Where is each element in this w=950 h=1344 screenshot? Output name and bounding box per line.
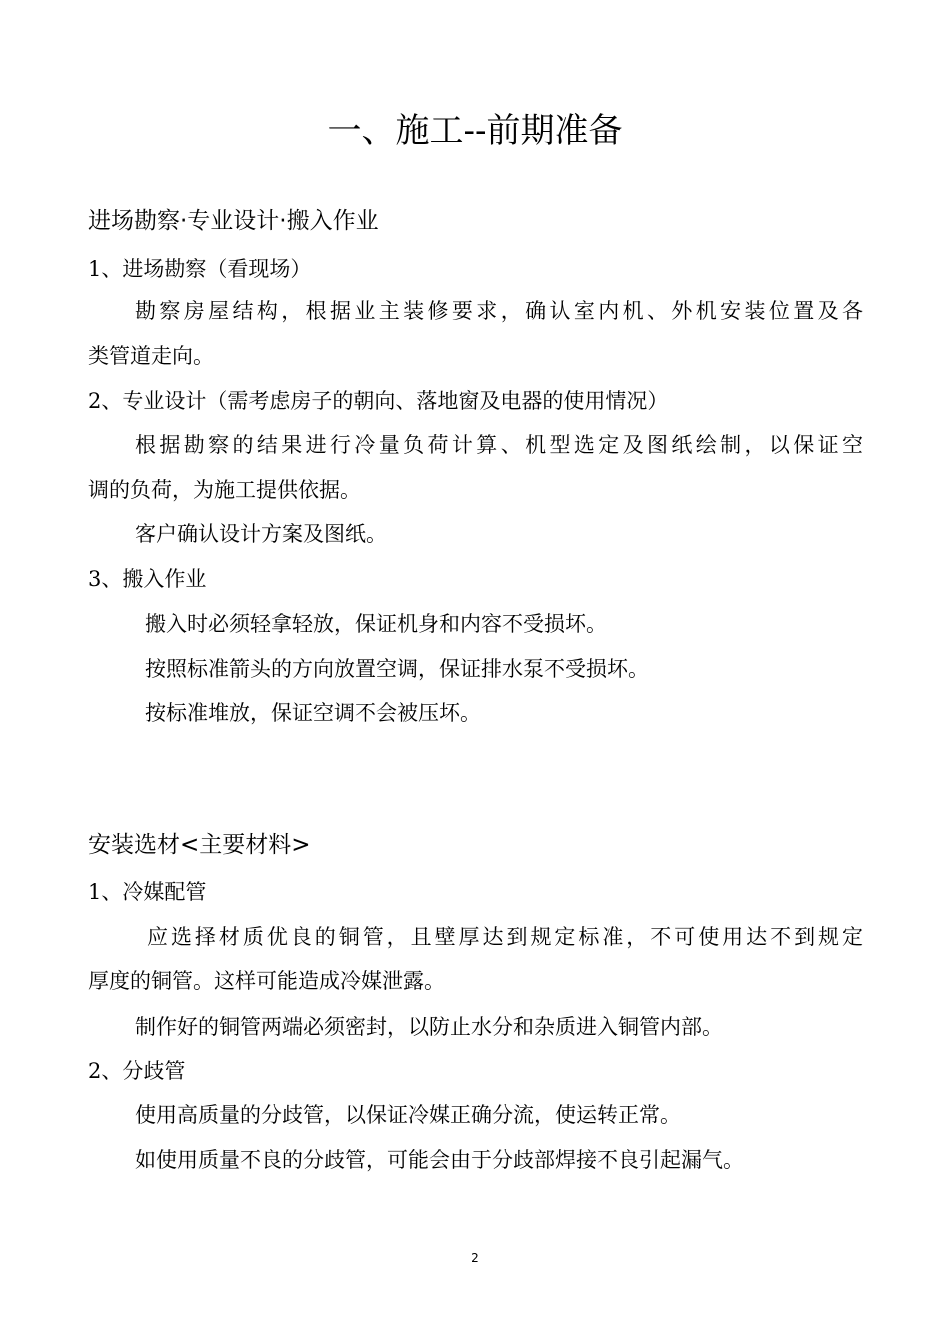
item-title-moving-in: 3、搬入作业 (88, 567, 207, 591)
paragraph-line: 厚度的铜管。这样可能造成冷媒泄露。 (88, 969, 445, 993)
paragraph-line: 根据勘察的结果进行冷量负荷计算、机型选定及图纸绘制，以保证空 (135, 433, 863, 457)
item-title-branch-pipe: 2、分歧管 (88, 1059, 186, 1083)
section-heading-survey-design-moving: 进场勘察·专业设计·搬入作业 (88, 208, 379, 234)
paragraph-line: 类管道走向。 (88, 344, 214, 368)
item-title-site-survey: 1、进场勘察（看现场） (88, 257, 312, 281)
paragraph-line: 按照标准箭头的方向放置空调，保证排水泵不受损坏。 (145, 657, 649, 681)
paragraph-line: 搬入时必须轻拿轻放，保证机身和内容不受损坏。 (145, 612, 607, 636)
paragraph-line: 调的负荷，为施工提供依据。 (88, 478, 361, 502)
paragraph-line: 按标准堆放，保证空调不会被压坏。 (145, 701, 481, 725)
item-title-professional-design: 2、专业设计（需考虑房子的朝向、落地窗及电器的使用情况） (88, 389, 669, 413)
paragraph-line: 制作好的铜管两端必须密封，以防止水分和杂质进入铜管内部。 (135, 1015, 723, 1039)
paragraph-line: 勘察房屋结构，根据业主装修要求，确认室内机、外机安装位置及各 (135, 299, 863, 323)
paragraph-line: 应选择材质优良的铜管，且壁厚达到规定标准，不可使用达不到规定 (147, 925, 863, 949)
paragraph-line: 使用高质量的分歧管，以保证冷媒正确分流，使运转正常。 (135, 1103, 681, 1127)
paragraph-line: 如使用质量不良的分歧管，可能会由于分歧部焊接不良引起漏气。 (135, 1148, 744, 1172)
page-number: 2 (471, 1251, 479, 1265)
section-heading-materials: 安装选材<主要材料> (88, 832, 311, 858)
item-title-refrigerant-piping: 1、冷媒配管 (88, 880, 207, 904)
page-title: 一、施工--前期准备 (327, 111, 623, 151)
paragraph-line: 客户确认设计方案及图纸。 (135, 522, 387, 546)
